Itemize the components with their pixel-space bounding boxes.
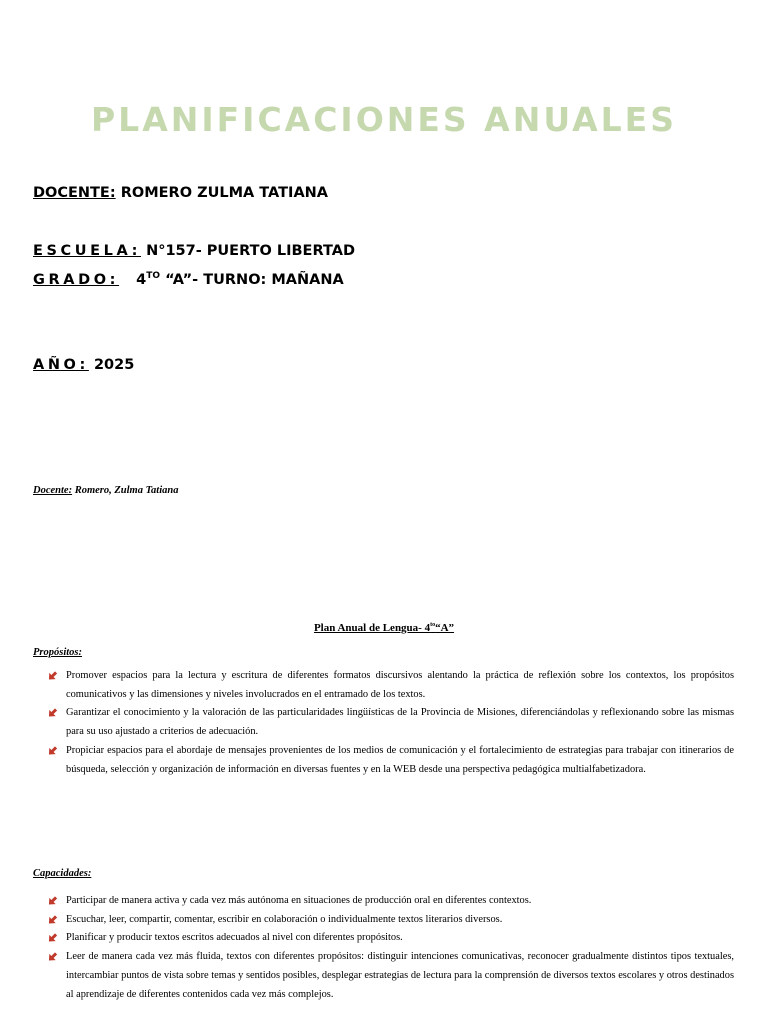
plan-title xyxy=(0,622,768,634)
docente-signature-line xyxy=(33,485,178,496)
arrow-bullet-icon xyxy=(48,708,57,718)
plan-title-suffix: “A” xyxy=(435,622,455,634)
list-item xyxy=(46,704,734,741)
list-item xyxy=(46,911,734,930)
docente-small-label: Docente: xyxy=(33,485,73,496)
arrow-bullet-icon xyxy=(48,671,57,681)
capacidades-heading: Capacidades: xyxy=(33,868,92,879)
propositos-heading: Propósitos: xyxy=(33,647,83,658)
arrow-bullet-icon xyxy=(48,746,57,756)
grado-value: “A”- TURNO: MAÑANA xyxy=(165,272,344,288)
capacidad-text: Planificar y producir textos escritos adecuados al nivel con diferentes propósitos. xyxy=(66,932,403,944)
anio-label: AÑO: xyxy=(33,357,89,373)
proposito-text: Promover espacios para la lectura y escritura de diferentes formatos discursivos alentando la práctica de reflexión sobre los contextos, los propósitos comunicativos y las dimensiones y niveles involucrados en el entramado de los textos. xyxy=(66,670,734,700)
list-item xyxy=(46,929,734,948)
escuela-line xyxy=(33,243,355,259)
capacidad-text: Escuchar, leer, compartir, comentar, escribir en colaboración o individualmente textos literarios diversos. xyxy=(66,913,503,925)
escuela-value: N°157- PUERTO LIBERTAD xyxy=(146,243,355,259)
grado-ordinal: TO xyxy=(146,271,161,281)
propositos-list xyxy=(46,667,734,779)
docente-value: ROMERO ZULMA TATIANA xyxy=(120,185,329,201)
list-item xyxy=(46,742,734,779)
list-item xyxy=(46,892,734,911)
list-item xyxy=(46,948,734,1004)
plan-title-prefix: Plan Anual de Lengua- 4 xyxy=(313,622,431,634)
capacidades-list xyxy=(46,892,734,1004)
anio-line xyxy=(33,357,134,373)
capacidad-text: Leer de manera cada vez más fluida, textos con diferentes propósitos: distinguir intenciones comunicativas, reconocer gradualmente distintos tipos textuales, intercambiar puntos de vista sobre temas y sentidos posibles, desplegar estrategias de lectura para la comprensión de diversos textos escolares y otros destinados al aprendizaje de diferentes contenidos cada vez más complejos. xyxy=(66,951,734,1000)
proposito-text: Garantizar el conocimiento y la valoración de las particularidades lingüísticas de la Provincia de Misiones, diferenciándolas y reflexionando sobre las mismas para su uso ajustado a criterios de adecuación. xyxy=(66,707,734,738)
grado-number: 4 xyxy=(136,272,147,288)
arrow-bullet-icon xyxy=(48,896,57,906)
arrow-bullet-icon xyxy=(48,952,57,962)
grado-label: GRADO: xyxy=(33,272,120,288)
list-item xyxy=(46,667,734,704)
capacidad-text: Participar de manera activa y cada vez más autónoma en situaciones de producción oral en diferentes contextos. xyxy=(66,895,532,906)
escuela-label: ESCUELA: xyxy=(33,243,141,259)
grado-line xyxy=(33,271,344,288)
arrow-bullet-icon xyxy=(48,915,57,925)
arrow-bullet-icon xyxy=(48,933,57,943)
document-title: PLANIFICACIONES ANUALES xyxy=(90,100,677,139)
docente-line xyxy=(33,185,328,201)
anio-value: 2025 xyxy=(93,357,135,373)
docente-small-value: Romero, Zulma Tatiana xyxy=(74,485,179,496)
proposito-text: Propiciar espacios para el abordaje de mensajes provenientes de los medios de comunicación y el fortalecimiento de estrategias para trabajar con itinerarios de búsqueda, selección y organización de información en diversas fuentes y en la WEB desde una perspectiva pedagógica multialfabetizadora. xyxy=(66,744,734,775)
plan-title-ordinal: to xyxy=(430,622,436,628)
docente-label: DOCENTE: xyxy=(33,185,116,201)
